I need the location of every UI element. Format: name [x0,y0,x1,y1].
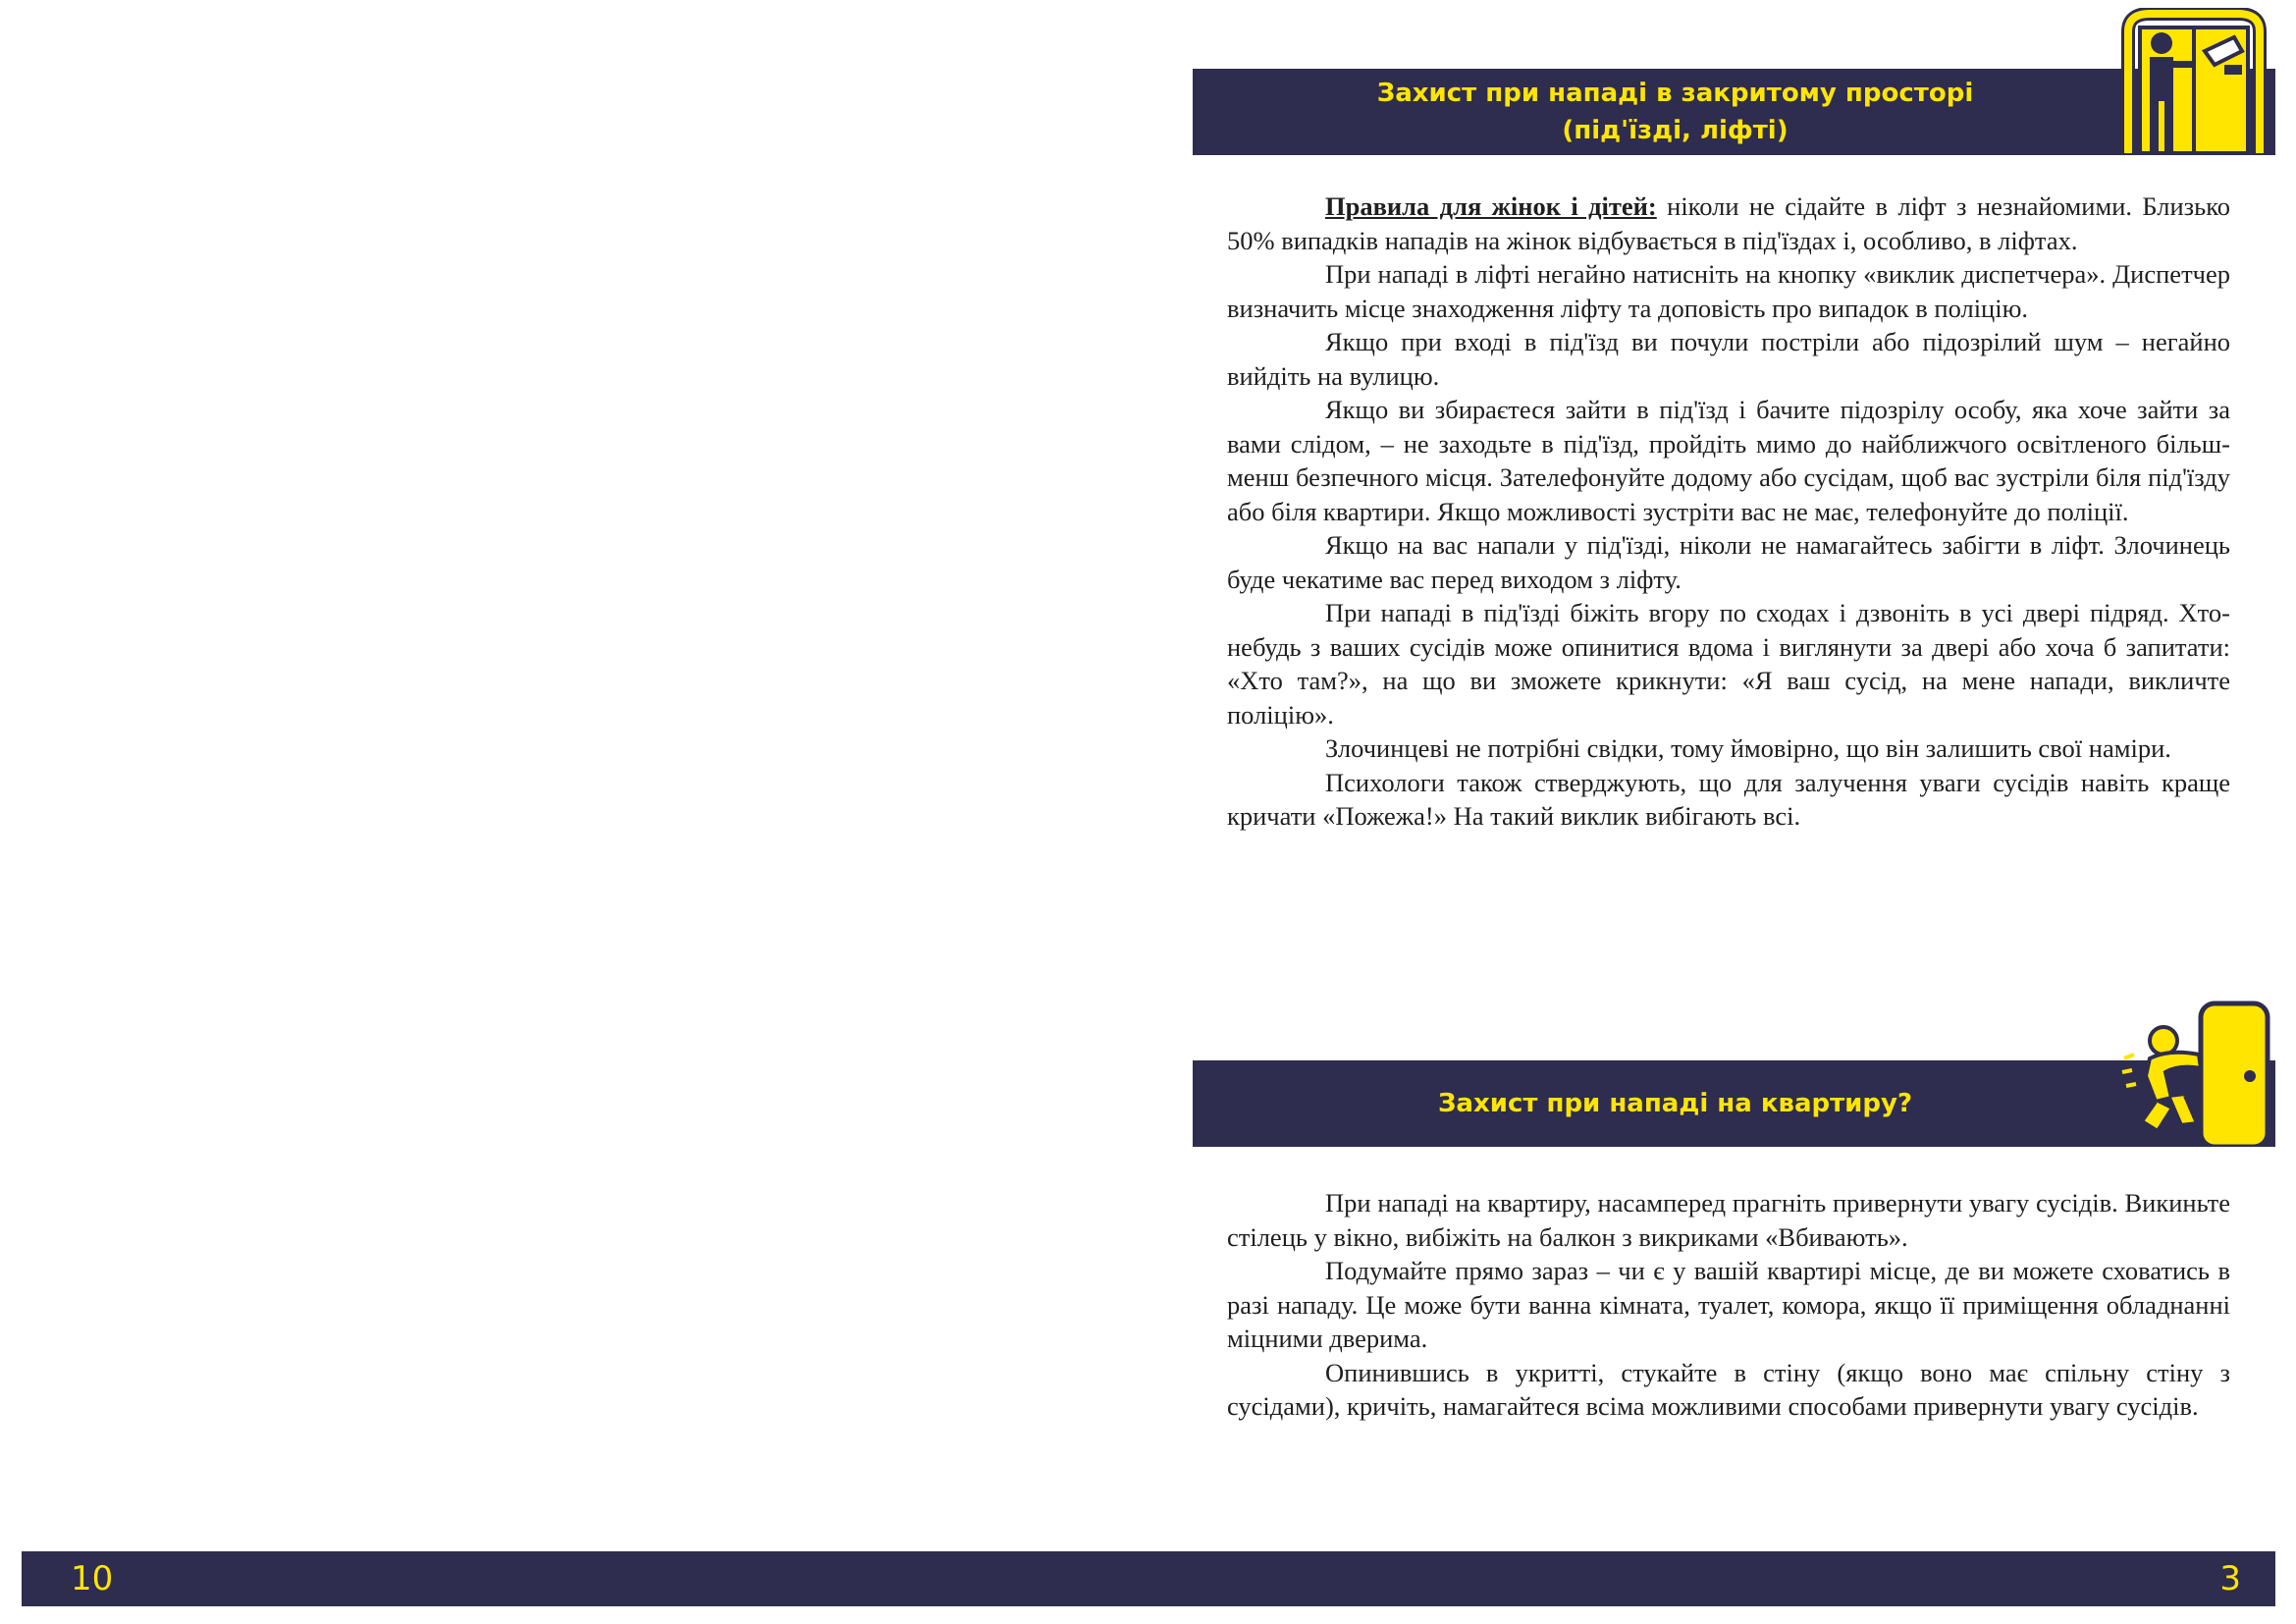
section2-paragraph: Подумайте прямо зараз – чи є у вашій квартирі місце, де ви можете сховатись в разі нападу. Це може бути ванна кімната, туалет, комора, якщо її приміщення обладнанні міцними дверима. [1227,1256,2230,1353]
section2-paragraph: Опинившись в укритті, стукайте в стіну (якщо воно має спільну стіну з сусідами), кричіть, намагайтеся всіма можливими способами привернути увагу сусідів. [1227,1357,2230,1421]
section2-body [1227,1186,2230,1424]
section1-paragraph: Якщо на вас напали у під'їзді, ніколи не намагайтесь забігти в ліфт. Злочинець буде чекатиме вас перед виходом з ліфту. [1227,530,2230,594]
section2-title: Захист при нападі на квартиру? [1437,1089,1913,1118]
section1-paragraph: Психологи також стверджують, що для залучення уваги сусідів навіть краще кричати «Пожежа!» На такий виклик вибігають всі. [1227,767,2230,831]
elevator-person-icon [2120,8,2268,153]
section2-paragraph: При нападі на квартиру, насамперед прагніть привернути увагу сусідів. Викиньте стілець у вікно, вибіжіть на балкон з викриками «Вбивають». [1227,1188,2230,1252]
section1-paragraph: Якщо при вході в під'їзд ви почули постріли або підозрілий шум – негайно вийдіть на вулицю. [1227,327,2230,391]
section1-title [1193,75,2275,149]
section1-title-line2: (під'їзді, ліфті) [1562,116,1789,145]
footer-band [22,1551,2275,1606]
section2-header [1193,1060,2275,1147]
section1-header [1193,69,2275,155]
section1-paragraph: При нападі в під'їзді біжіть вгору по сходах і дзвоніть в усі двері підряд. Хто-небудь з ваших сусідів може опинитися вдома і виглянути за двері або хоча б запитати: «Хто там?», на що ви зможете крикнути: «Я ваш сусід, на мене напади, викличте поліцію». [1227,598,2230,730]
section1-paragraph: При нападі в ліфті негайно натисніть на кнопку «виклик диспетчера». Диспетчер визначить місце знаходження ліфту та доповість про випадок в поліцію. [1227,259,2230,323]
section1-paragraph: Злочинцеві не потрібні свідки, тому ймовірно, що він залишить свої наміри. [1325,733,2171,763]
section1-body [1227,189,2230,834]
section1-paragraph: Правила для жінок і дітей: ніколи не сідайте в ліфт з незнайомими. Близько 50% випадків нападів на жінок відбувається в під'їздах і, особливо, в ліфтах. [1227,191,2230,255]
person-pushing-door-icon [2120,1000,2272,1147]
section1-lead: Правила для жінок і дітей: [1325,191,1657,221]
page-number-right: 3 [2219,1559,2241,1598]
page-number-left: 10 [71,1559,114,1598]
section1-title-line1: Захист при нападі в закритому просторі [1376,79,1974,108]
section1-paragraph: Якщо ви збираєтеся зайти в під'їзд і бачите підозрілу особу, яка хоче зайти за вами слідом, – не заходьте в під'їзд, пройдіть мимо до найближчого освітленого більш-менш безпечного місця. Зателефонуйте додому або сусідам, щоб вас зустріли біля під'їзду або біля квартири. Якщо можливості зустріти вас не має, телефонуйте до поліції. [1227,395,2230,526]
